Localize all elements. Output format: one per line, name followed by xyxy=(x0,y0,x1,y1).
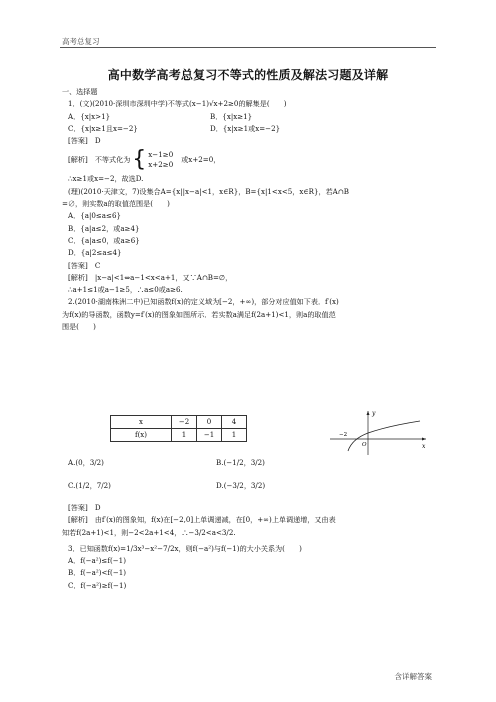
q1-options-ab xyxy=(62,111,434,123)
page-header: 高考总复习 xyxy=(62,37,100,46)
q1-answer: [答案] D xyxy=(68,136,101,146)
q2-stem-3: 围是( ) xyxy=(62,322,96,332)
x-axis-label: x xyxy=(422,443,426,450)
q2-stem-2: 为f(x)的导函数，函数y=f′(x)的图象如图所示．若实数a满足f(2a+1)<1，则a的取值范 xyxy=(62,309,336,319)
table-cell: x xyxy=(111,416,172,429)
table-cell: f(x) xyxy=(111,429,172,442)
q2-option-a: A.(0，3/2) xyxy=(68,458,104,467)
system-line-2: x+2≥0 xyxy=(148,160,174,170)
brace-icon: { xyxy=(132,147,147,173)
q1-option-c: C．{x|x≥1且x=−2} xyxy=(68,123,138,133)
origin-label: O xyxy=(362,442,367,448)
q1-expl-suffix: 或x+2=0， xyxy=(181,155,221,165)
q1-option-b: B．{x|x≥1} xyxy=(210,111,253,121)
q1b-option-c: C．{a|a≤0，或a≥6} xyxy=(68,235,140,245)
q3-option-b: B．f(−a²)<f(−1) xyxy=(68,568,127,578)
table-cell: 0 xyxy=(197,416,222,429)
system-line-1: x−1≥0 xyxy=(148,150,174,160)
q1b-explanation-1: [解析] |x−a|<1⇔a−1<x<a+1，又∵A∩B=∅， xyxy=(68,272,233,282)
page-footer: 含详解答案 xyxy=(394,672,432,681)
document-title: 高中数学高考总复习不等式的性质及解法习题及详解 xyxy=(107,68,389,82)
table-cell: −1 xyxy=(197,429,222,442)
document-body-lower xyxy=(62,502,434,592)
header-divider xyxy=(60,47,436,48)
q2-answer: [答案] D xyxy=(68,503,101,512)
inequality-system xyxy=(148,150,173,170)
q2-option-b: B.(−1/2，3/2) xyxy=(216,458,265,467)
q3-stem: 3．已知函数f(x)=1/3x³−x²−7/2x，则f(−a²)与f(−1)的大小关系为( ) xyxy=(68,543,302,553)
derivative-curve xyxy=(348,421,420,451)
q1-explanation-system xyxy=(62,147,434,173)
q1-conclusion: ∴x≥1或x=−2，故选D. xyxy=(68,174,144,184)
q1b-option-b: B．{a|a≤2，或a≥4} xyxy=(68,223,140,233)
q2-option-d: D.(−3/2，3/2) xyxy=(216,481,266,490)
q1b-option-a: A．{a|0≤a≤6} xyxy=(68,211,122,221)
q1-option-a: A．{x|x>1} xyxy=(68,111,111,121)
y-axis-label: y xyxy=(372,410,376,417)
q1b-explanation-2: ∴a+1≤1或a−1≥5，∴a≤0或a≥6. xyxy=(68,285,183,295)
table-cell: 1 xyxy=(222,429,247,442)
q1b-stem-1: (理)(2010·天津文，7)设集合A={x||x−a|<1，x∈R}，B={x|1<x<5，x∈R}，若A∩B xyxy=(68,186,349,196)
derivative-graph xyxy=(328,407,430,457)
q2-option-c: C.(1/2，7/2) xyxy=(68,481,111,490)
q1b-stem-2: =∅，则实数a的取值范围是( ) xyxy=(62,199,170,209)
q2-stem-1: 2.(2010·湖南株洲二中)已知函数f(x)的定义域为[−2，+∞)，部分对应值如下表．f′(x) xyxy=(68,297,339,307)
value-table xyxy=(110,415,247,442)
q1b-option-d: D．{a|2≤a≤4} xyxy=(68,248,122,258)
section-heading: 一、选择题 xyxy=(62,87,98,96)
q3-option-a: A．f(−a²)≤f(−1) xyxy=(68,556,126,566)
q1-options-cd xyxy=(62,123,434,135)
table-row xyxy=(111,429,247,442)
tick-label-neg2: −2 xyxy=(339,432,348,438)
table-row xyxy=(111,416,247,429)
q3-option-c: C．f(−a²)≥f(−1) xyxy=(68,580,127,590)
q1b-answer: [答案] C xyxy=(68,260,101,270)
q1-option-d: D．{x|x≥1或x=−2} xyxy=(210,123,281,133)
document-body xyxy=(62,86,434,333)
table-cell: −2 xyxy=(172,416,197,429)
q1-expl-prefix: [解析] 不等式化为 xyxy=(68,155,131,165)
x-axis-arrow-icon xyxy=(422,438,426,441)
q2-explanation-1: [解析] 由f′(x)的图象知，f(x)在[−2,0]上单调递减，在[0，+∞)上单调递增，又由表 xyxy=(68,515,336,525)
q1-stem: 1．(文)(2010·深圳市深圳中学)不等式(x−1)√x+2≥0的解集是( ) xyxy=(68,99,287,109)
table-cell: 1 xyxy=(172,429,197,442)
table-cell: 4 xyxy=(222,416,247,429)
y-axis-arrow-icon xyxy=(367,411,370,415)
q2-explanation-2: 知若f(2a+1)<1，则−2<2a+1<4，∴−3/2<a<3/2. xyxy=(62,527,236,537)
